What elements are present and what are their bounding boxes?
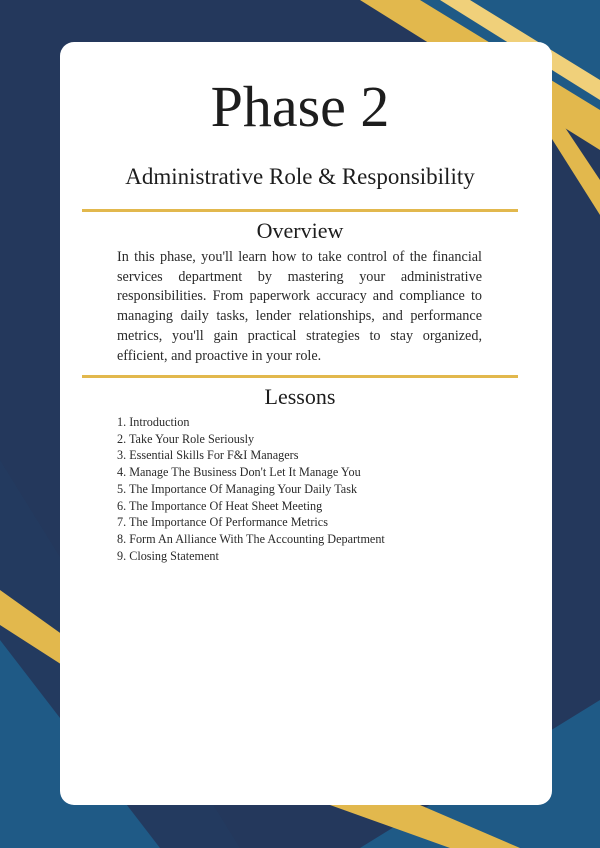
lessons-heading: Lessons (264, 384, 336, 409)
lesson-item: 2. Take Your Role Seriously (117, 431, 255, 446)
lesson-item: 9. Closing Statement (117, 548, 219, 563)
lesson-item: 5. The Importance Of Managing Your Daily Task (117, 481, 358, 496)
lessons-list (117, 414, 385, 564)
lesson-item: 3. Essential Skills For F&I Managers (117, 448, 299, 463)
overview-text: In this phase, you'll learn how to take control of the financial services department by mastering your administrative responsibilities. From paperwork accuracy and compliance to managing daily tasks, lender relationships, and performance metrics, you'll gain practical strategies to stay organized, efficient, and proactive in your role. (117, 249, 482, 364)
lesson-item: 6. The Importance Of Heat Sheet Meeting (117, 498, 323, 513)
lesson-item: 4. Manage The Business Don't Let It Manage You (117, 465, 361, 480)
page-subtitle: Administrative Role & Responsibility (125, 164, 475, 189)
lesson-item: 1. Introduction (117, 415, 190, 429)
lesson-item: 7. The Importance Of Performance Metrics (117, 515, 328, 530)
divider-top (82, 209, 518, 212)
page-title: Phase 2 (210, 74, 390, 139)
overview-heading: Overview (256, 218, 344, 243)
divider-middle (82, 375, 518, 378)
lesson-item: 8. Form An Alliance With The Accounting Department (117, 531, 385, 546)
